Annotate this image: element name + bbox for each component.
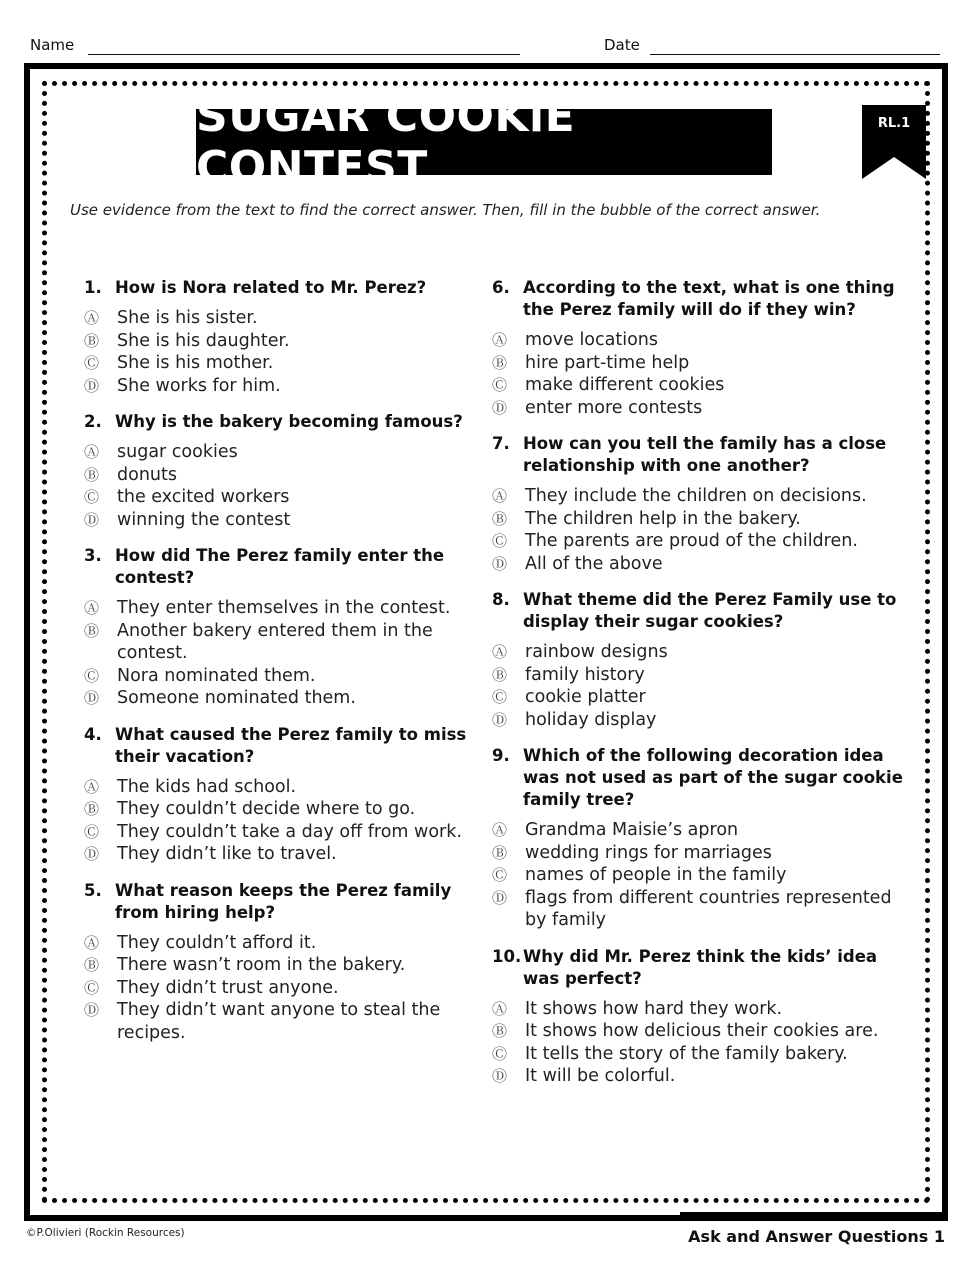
answer-text: They couldn’t afford it. (117, 932, 317, 953)
answer-option[interactable] (492, 329, 912, 352)
answer-bubble-icon[interactable]: Ⓓ (84, 1001, 100, 1019)
answer-option[interactable] (492, 352, 912, 375)
answer-text: She is his mother. (117, 353, 274, 373)
question-9 (492, 745, 912, 932)
answer-bubble-icon[interactable]: Ⓓ (492, 888, 508, 907)
answer-text: She works for him. (117, 375, 281, 396)
question-number: 2. (84, 412, 102, 431)
answer-bubble-icon[interactable]: Ⓑ (84, 331, 100, 350)
worksheet-title: SUGAR COOKiE CONTEST (196, 91, 576, 193)
answer-options (84, 441, 474, 531)
question-5 (84, 880, 474, 1045)
answer-text: The parents are proud of the children. (525, 531, 858, 551)
answer-bubble-icon[interactable]: Ⓓ (84, 845, 100, 863)
answer-bubble-icon[interactable]: Ⓑ (84, 465, 100, 484)
date-line[interactable] (650, 54, 940, 55)
question-number: 6. (492, 278, 510, 297)
answer-option[interactable] (84, 954, 474, 977)
answer-text: It shows how hard they work. (525, 998, 783, 1019)
answer-option[interactable] (84, 464, 474, 487)
answer-bubble-icon[interactable]: Ⓐ (492, 821, 508, 839)
name-label: Name (30, 36, 75, 54)
question-6 (492, 277, 912, 419)
questions-left-column (84, 277, 474, 1058)
question-number: 7. (492, 434, 510, 453)
answer-options (492, 998, 912, 1088)
answer-option[interactable] (84, 999, 474, 1044)
answer-text: The kids had school. (117, 776, 297, 797)
answer-options (492, 819, 912, 932)
answer-text: They didn’t trust anyone. (117, 977, 339, 998)
question-number: 10. (492, 946, 522, 966)
answer-bubble-icon[interactable]: Ⓓ (84, 689, 100, 707)
answer-bubble-icon[interactable]: Ⓓ (84, 376, 100, 395)
answer-text: There wasn’t room in the bakery. (117, 955, 406, 975)
answer-bubble-icon[interactable]: Ⓒ (84, 666, 100, 685)
name-line[interactable] (88, 54, 520, 55)
answer-text: cookie platter (525, 687, 646, 707)
question-number: 9. (492, 746, 510, 765)
answer-bubble-icon[interactable]: Ⓒ (492, 1044, 508, 1063)
answer-option[interactable] (492, 553, 912, 576)
answer-option[interactable] (84, 798, 474, 821)
question-2 (84, 411, 474, 531)
answer-text: hire part-time help (525, 352, 690, 373)
date-label: Date (604, 36, 640, 54)
answer-options (84, 932, 474, 1045)
question-heading (84, 880, 474, 924)
answer-option[interactable] (84, 597, 474, 620)
answer-text: sugar cookies (117, 442, 238, 462)
answer-text: family history (525, 664, 645, 685)
answer-bubble-icon[interactable]: Ⓒ (84, 978, 100, 997)
question-text: Why is the bakery becoming famous? (115, 412, 463, 431)
answer-text: flags from different countries represented by family (525, 887, 892, 930)
answer-bubble-icon[interactable]: Ⓐ (84, 777, 100, 796)
question-heading (492, 589, 912, 633)
question-10 (492, 946, 912, 1088)
answer-text: move locations (525, 330, 658, 350)
question-text: According to the text, what is one thing the Perez family will do if they win? (523, 278, 895, 319)
answer-option[interactable] (84, 843, 474, 866)
answer-option[interactable] (492, 508, 912, 531)
answer-options (84, 597, 474, 710)
question-text: What theme did the Perez Family use to display their sugar cookies? (523, 590, 897, 631)
question-text: What caused the Perez family to miss their vacation? (115, 724, 467, 766)
answer-bubble-icon[interactable]: Ⓒ (492, 376, 508, 394)
answer-option[interactable] (492, 1065, 912, 1088)
answer-bubble-icon[interactable]: Ⓑ (84, 956, 100, 974)
answer-bubble-icon[interactable]: Ⓐ (492, 643, 508, 661)
answer-bubble-icon[interactable]: Ⓒ (84, 822, 100, 841)
answer-option[interactable] (84, 687, 474, 710)
answer-bubble-icon[interactable]: Ⓐ (84, 933, 100, 952)
answer-text: names of people in the family (525, 865, 787, 885)
answer-option[interactable] (84, 977, 474, 1000)
answer-options (492, 485, 912, 575)
answer-bubble-icon[interactable]: Ⓐ (84, 309, 100, 327)
answer-option[interactable] (84, 821, 474, 844)
answer-bubble-icon[interactable]: Ⓐ (492, 331, 508, 349)
answer-option[interactable] (84, 441, 474, 464)
answer-option[interactable] (492, 1020, 912, 1043)
question-text: How is Nora related to Mr. Perez? (115, 278, 427, 297)
answer-options (84, 307, 474, 397)
answer-bubble-icon[interactable]: Ⓓ (492, 398, 508, 417)
question-4 (84, 724, 474, 866)
answer-options (84, 776, 474, 866)
answer-bubble-icon[interactable]: Ⓒ (84, 488, 100, 506)
answer-option[interactable] (492, 998, 912, 1021)
answer-option[interactable] (492, 842, 912, 865)
question-number: 8. (492, 590, 510, 609)
answer-text: It tells the story of the family bakery. (525, 1043, 848, 1064)
question-heading (84, 411, 474, 433)
answer-option[interactable] (492, 374, 912, 397)
answer-bubble-icon[interactable]: Ⓒ (492, 688, 508, 706)
answer-option[interactable] (84, 776, 474, 799)
answer-bubble-icon[interactable]: Ⓑ (84, 800, 100, 818)
answer-text: They didn’t like to travel. (117, 844, 337, 864)
answer-option[interactable] (492, 819, 912, 842)
title-banner (196, 91, 772, 193)
question-heading (84, 277, 474, 299)
answer-option[interactable] (492, 1043, 912, 1066)
question-1 (84, 277, 474, 397)
answer-text: enter more contests (525, 397, 703, 418)
answer-text: Another bakery entered them in the contest. (117, 620, 433, 663)
answer-option[interactable] (84, 509, 474, 532)
question-heading (84, 545, 474, 589)
answer-bubble-icon[interactable]: Ⓐ (84, 599, 100, 617)
question-number: 4. (84, 724, 102, 744)
question-number: 1. (84, 278, 102, 297)
answer-text: Grandma Maisie’s apron (525, 820, 739, 840)
answer-text: She is his daughter. (117, 330, 290, 351)
answer-text: winning the contest (117, 509, 291, 530)
answer-option[interactable] (84, 620, 474, 665)
answer-option[interactable] (84, 307, 474, 330)
question-3 (84, 545, 474, 710)
answer-option[interactable] (492, 686, 912, 709)
instructions: Use evidence from the text to find the correct answer. Then, fill in the bubble of the correct answer. (70, 201, 821, 219)
answer-bubble-icon[interactable]: Ⓑ (492, 509, 508, 528)
footer-title: Ask and Answer Questions 1 (688, 1227, 945, 1246)
answer-text: She is his sister. (117, 308, 258, 328)
answer-text: donuts (117, 464, 177, 485)
name-date-header (30, 36, 942, 58)
question-heading (492, 277, 912, 321)
question-heading (492, 946, 912, 990)
answer-text: They couldn’t take a day off from work. (117, 821, 462, 842)
question-7 (492, 433, 912, 575)
question-number: 5. (84, 880, 102, 900)
question-heading (84, 724, 474, 768)
answer-option[interactable] (492, 641, 912, 664)
worksheet-frame (24, 63, 948, 1221)
answer-bubble-icon[interactable]: Ⓐ (492, 487, 508, 505)
answer-option[interactable] (492, 397, 912, 420)
question-text: How can you tell the family has a close relationship with one another? (523, 434, 887, 475)
answer-text: They didn’t want anyone to steal the recipes. (117, 1000, 441, 1043)
questions-right-column (492, 277, 912, 1102)
question-heading (492, 745, 912, 811)
answer-text: rainbow designs (525, 642, 668, 662)
question-text: What reason keeps the Perez family from hiring help? (115, 880, 452, 922)
answer-text: They enter themselves in the contest. (117, 598, 451, 618)
answer-bubble-icon[interactable]: Ⓓ (492, 1067, 508, 1085)
answer-bubble-icon[interactable]: Ⓑ (492, 843, 508, 862)
answer-option[interactable] (84, 375, 474, 398)
answer-text: They couldn’t decide where to go. (117, 799, 416, 819)
answer-bubble-icon[interactable]: Ⓓ (492, 710, 508, 729)
answer-option[interactable] (492, 709, 912, 732)
answer-bubble-icon[interactable]: Ⓓ (492, 554, 508, 573)
answer-options (492, 329, 912, 419)
answer-option[interactable] (492, 887, 912, 932)
answer-options (492, 641, 912, 731)
answer-text: All of the above (525, 553, 663, 574)
footer-bar (680, 1212, 948, 1221)
answer-text: It will be colorful. (525, 1066, 676, 1086)
answer-text: make different cookies (525, 375, 725, 395)
answer-text: It shows how delicious their cookies are. (525, 1021, 879, 1041)
answer-text: They include the children on decisions. (525, 486, 867, 506)
answer-text: holiday display (525, 709, 657, 730)
answer-bubble-icon[interactable]: Ⓑ (492, 665, 508, 684)
answer-bubble-icon[interactable]: Ⓑ (492, 353, 508, 372)
question-text: Which of the following decoration idea was not used as part of the sugar cookie family tree? (523, 746, 903, 809)
question-8 (492, 589, 912, 731)
answer-bubble-icon[interactable]: Ⓒ (84, 354, 100, 372)
answer-bubble-icon[interactable]: Ⓒ (492, 866, 508, 884)
answer-bubble-icon[interactable]: Ⓒ (492, 532, 508, 550)
question-number: 3. (84, 546, 102, 565)
answer-option[interactable] (492, 530, 912, 553)
answer-option[interactable] (492, 485, 912, 508)
answer-text: the excited workers (117, 487, 290, 507)
copyright: ©P.Olivieri (Rockin Resources) (26, 1227, 185, 1239)
answer-text: The children help in the bakery. (525, 508, 801, 529)
question-text: Why did Mr. Perez think the kids’ idea was perfect? (523, 946, 878, 988)
answer-bubble-icon[interactable]: Ⓐ (492, 999, 508, 1018)
answer-option[interactable] (84, 352, 474, 375)
answer-text: Someone nominated them. (117, 688, 356, 708)
answer-option[interactable] (84, 665, 474, 688)
answer-text: wedding rings for marriages (525, 842, 772, 863)
answer-option[interactable] (84, 330, 474, 353)
answer-bubble-icon[interactable]: Ⓑ (84, 621, 100, 640)
answer-option[interactable] (492, 664, 912, 687)
answer-text: Nora nominated them. (117, 665, 316, 686)
standard-label: RL.1 (877, 116, 911, 131)
answer-bubble-icon[interactable]: Ⓓ (84, 510, 100, 529)
question-heading (492, 433, 912, 477)
answer-bubble-icon[interactable]: Ⓐ (84, 443, 100, 461)
question-text: How did The Perez family enter the contest? (115, 546, 445, 587)
answer-option[interactable] (492, 864, 912, 887)
answer-option[interactable] (84, 932, 474, 955)
answer-option[interactable] (84, 486, 474, 509)
answer-bubble-icon[interactable]: Ⓑ (492, 1022, 508, 1040)
